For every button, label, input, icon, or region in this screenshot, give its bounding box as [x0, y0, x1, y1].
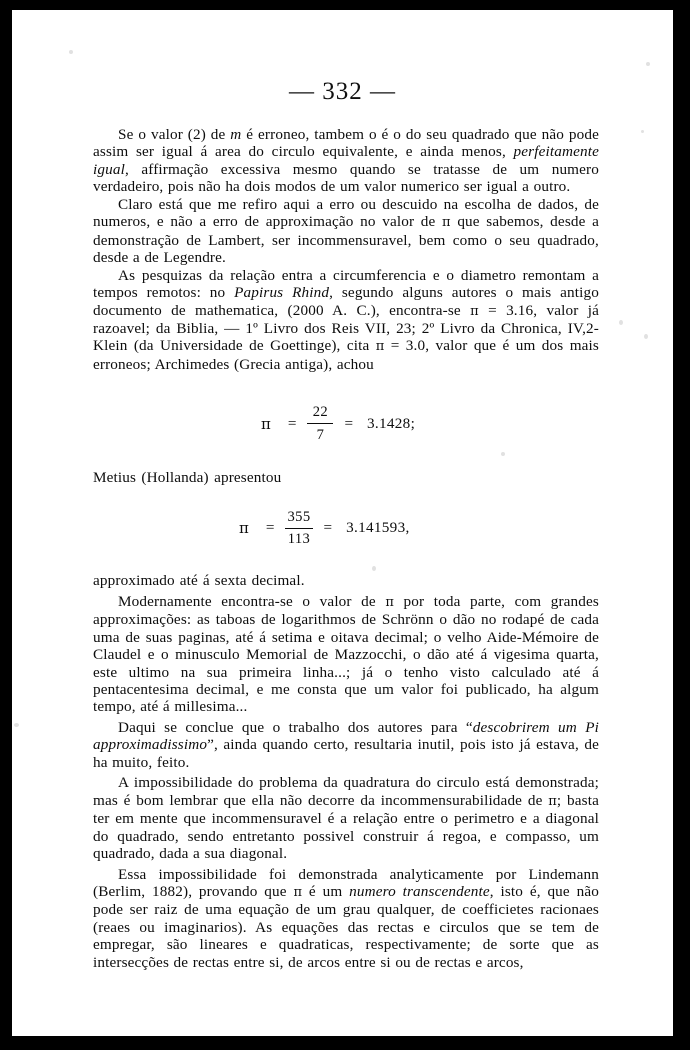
- scan-speckle: [646, 62, 650, 66]
- approximation-note-line: approximado até á sexta decimal.: [93, 571, 305, 589]
- display-equation-pi-22-over-7: [261, 404, 599, 443]
- scan-speckle: [14, 723, 19, 727]
- paragraph-1: Se o valor (2) de m é erroneo, tambem o é o do seu quadrado que não pode assim ser igual á area do circulo equivalente, e ainda menos, perfeitamente igual, affirmação excessiva mesmo quando se tratasse de um numero verdadeiro, pois não ha dois modos de um valor numerico ser igual a outro.: [93, 126, 599, 196]
- equals-sign: =: [287, 414, 297, 432]
- pi-symbol: π: [261, 414, 271, 433]
- equation-value: 3.1428;: [367, 414, 416, 432]
- paragraph-4: Modernamente encontra-se o valor de π por toda parte, com grandes approximações: as taboas de logarithmos de Schrönn o dão no rodapé de cada uma de suas paginas, até á setima e oitava decimal; o velho Aide-Mémoire de Claudel e o minusculo Memorial de Mazzocchi, o dão até á vigesima quarta, este ultimo na sua primeira linha...; já o tenho visto calculado até á pentacentesima decimal, e me consta que um valor foi publicado, ha algum tempo, até á millesima...: [93, 592, 599, 716]
- fraction: [285, 509, 312, 548]
- metius-line: Metius (Hollanda) apresentou: [93, 469, 282, 487]
- page-number: — 332 —: [289, 78, 396, 105]
- equals-sign: =: [265, 519, 275, 537]
- paragraph-6: A impossibilidade do problema da quadratura do circulo está demonstrada; mas é bom lembrar que ella não decorre da incommensurabilidade de π; basta ter em mente que incommensuravel é a relação entre o perimetro e a diagonal do quadrado, sendo entretanto possivel construir á regoa, e compasso, um quadrado, dada a sua diagonal.: [93, 774, 599, 863]
- equals-sign-2: =: [344, 414, 354, 432]
- scan-speckle: [641, 130, 644, 133]
- document-page: [12, 10, 673, 1036]
- fraction-denominator: 7: [316, 426, 325, 443]
- scan-speckle: [644, 334, 648, 339]
- scan-speckle: [69, 50, 73, 54]
- fraction-denominator: 113: [287, 531, 311, 548]
- fraction-bar: [307, 423, 333, 424]
- paragraph-2: Claro está que me refiro aqui a erro ou descuido na escolha de dados, de numeros, e não a erro de approximação no valor de π que sabemos, desde a demonstração de Lambert, ser incommensuravel, bem como o seu quadrado, desde a de Legendre.: [93, 195, 600, 267]
- scan-speckle: [619, 320, 623, 325]
- fraction-numerator: 355: [287, 509, 311, 526]
- equals-sign-2: =: [323, 519, 333, 537]
- scan-speckle: [501, 452, 505, 456]
- text-column: [93, 126, 599, 971]
- fraction-numerator: 22: [312, 404, 329, 421]
- pi-symbol: π: [239, 519, 249, 538]
- equation-value: 3.141593,: [346, 519, 410, 537]
- scan-speckle: [372, 566, 376, 571]
- paragraph-7: Essa impossibilidade foi demonstrada analyticamente por Lindemann (Berlim, 1882), provando que π é um numero transcendente, isto é, que não pode ser raiz de uma equação de um grau qualquer, de coefficietes racionaes (reaes ou imaginarios). As equações das rectas e circulos que se tem de empregar, são lineares e quadraticas, respectivamente; de sorte que as intersecções de rectas entre si, de arcos entre si ou de rectas e arcos,: [93, 865, 599, 971]
- fraction-bar: [285, 528, 312, 529]
- fraction: [307, 404, 333, 443]
- paragraph-5: Daqui se conclue que o trabalho dos autores para “descobrirem um Pi approximadissimo”, ainda quando certo, resultaria inutil, pois isto já estava, de ha muito, feito.: [93, 718, 599, 771]
- display-equation-pi-355-over-113: [239, 509, 599, 548]
- paragraph-3: As pesquizas da relação entra a circumferencia e o diametro remontam a tempos remotos: no Papirus Rhind, segundo alguns autores o mais antigo documento de mathematica, (2000 A. C.), encontra-se π = 3.16, valor já razoavel; da Biblia, — 1º Livro dos Reis VII, 23; 2º Livro da Chronica, IV,2-Klein (da Universidade de Goettinge), cita π = 3.0, valor que é um dos mais erroneos; Archimedes (Grecia antiga), achou: [93, 266, 599, 373]
